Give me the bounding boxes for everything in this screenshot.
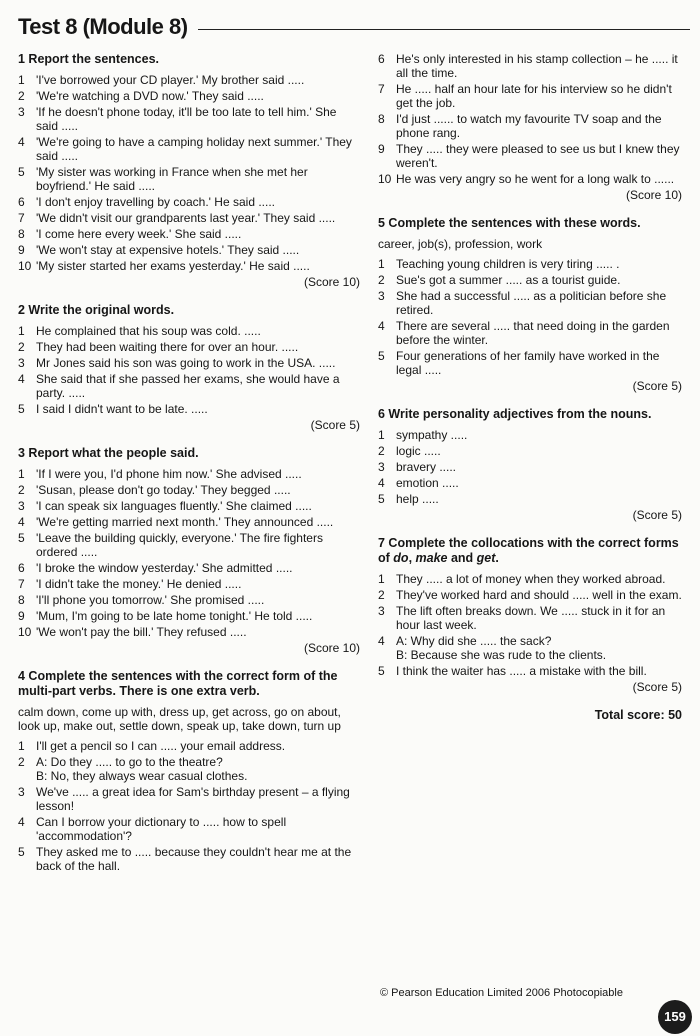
exercise-item bbox=[378, 172, 682, 186]
exercise-item bbox=[378, 82, 682, 110]
item-number: 1 bbox=[18, 324, 25, 338]
item-text: 'I'll phone you tomorrow.' She promised ..... bbox=[36, 593, 265, 607]
exercise-item bbox=[18, 739, 360, 753]
item-number: 3 bbox=[378, 604, 385, 618]
exercise-item bbox=[378, 476, 682, 490]
item-text: 'We're going to have a camping holiday next summer.' They said ..... bbox=[36, 135, 352, 163]
item-number: 5 bbox=[378, 349, 385, 363]
item-number: 5 bbox=[18, 402, 25, 416]
item-number: 2 bbox=[378, 444, 385, 458]
exercise-section-1 bbox=[18, 303, 360, 432]
heading-text: and bbox=[447, 551, 477, 565]
exercise-item bbox=[18, 105, 360, 133]
item-number: 5 bbox=[18, 845, 25, 859]
section-score: (Score 5) bbox=[632, 379, 682, 393]
item-text: 'If I were you, I'd phone him now.' She advised ..... bbox=[36, 467, 302, 481]
item-number: 5 bbox=[18, 531, 25, 545]
item-text: 'We won't pay the bill.' They refused ..... bbox=[36, 625, 247, 639]
item-number: 1 bbox=[378, 572, 385, 586]
item-text: 'I broke the window yesterday.' She admitted ..... bbox=[36, 561, 293, 575]
section-score: (Score 5) bbox=[310, 418, 360, 432]
item-number: 4 bbox=[378, 634, 385, 648]
item-number: 2 bbox=[18, 89, 25, 103]
exercise-section-2 bbox=[18, 446, 360, 655]
exercise-item bbox=[18, 577, 360, 591]
item-text: 'Susan, please don't go today.' They begged ..... bbox=[36, 483, 291, 497]
exercise-item bbox=[18, 340, 360, 354]
exercise-item bbox=[18, 815, 360, 843]
item-text: 'I didn't take the money.' He denied ..... bbox=[36, 577, 242, 591]
section-score: (Score 10) bbox=[303, 275, 360, 289]
item-text: I'll get a pencil so I can ..... your email address. bbox=[36, 739, 286, 753]
page-header bbox=[18, 12, 690, 42]
item-text: A: Why did she ..... the sack? B: Because she was rude to the clients. bbox=[396, 634, 607, 662]
item-text: They've worked hard and should ..... well in the exam. bbox=[396, 588, 682, 602]
item-text: sympathy ..... bbox=[396, 428, 468, 442]
exercise-item bbox=[18, 499, 360, 513]
exercise-item bbox=[18, 785, 360, 813]
item-number: 4 bbox=[18, 515, 25, 529]
item-text: bravery ..... bbox=[396, 460, 457, 474]
item-number: 1 bbox=[18, 739, 25, 753]
item-text: 'We didn't visit our grandparents last year.' They said ..... bbox=[36, 211, 336, 225]
section-score: (Score 10) bbox=[625, 188, 682, 202]
exercise-item bbox=[18, 195, 360, 209]
section-score: (Score 10) bbox=[303, 641, 360, 655]
item-number: 10 bbox=[378, 172, 392, 186]
item-text: emotion ..... bbox=[396, 476, 459, 490]
exercise-item bbox=[378, 289, 682, 317]
item-text: The lift often breaks down. We ..... stuck in it for an hour last week. bbox=[396, 604, 666, 632]
exercise-item bbox=[18, 531, 360, 559]
exercise-heading: 2 Write the original words. bbox=[18, 303, 175, 317]
item-number: 7 bbox=[18, 577, 25, 591]
exercise-item bbox=[378, 112, 682, 140]
item-text: 'I've borrowed your CD player.' My brother said ..... bbox=[36, 73, 305, 87]
item-text: Mr Jones said his son was going to work in the USA. ..... bbox=[36, 356, 336, 370]
item-number: 3 bbox=[18, 105, 25, 119]
item-number: 6 bbox=[378, 52, 385, 66]
item-number: 4 bbox=[18, 815, 25, 829]
item-text: A: Do they ..... to go to the theatre? B: No, they always wear casual clothes. bbox=[36, 755, 248, 783]
exercise-heading: 4 Complete the sentences with the correct form of the multi-part verbs. There is one extra verb. bbox=[18, 669, 338, 698]
word-box: calm down, come up with, dress up, get across, go on about, look up, make out, settle down, speak up, take down, turn up bbox=[18, 705, 341, 733]
item-text: 'We're getting married next month.' They announced ..... bbox=[36, 515, 334, 529]
exercise-heading: 3 Report what the people said. bbox=[18, 446, 199, 460]
item-number: 5 bbox=[378, 664, 385, 678]
exercise-item bbox=[378, 444, 682, 458]
heading-text: 7 Complete the collocations with the correct forms of bbox=[378, 536, 679, 565]
exercise-item bbox=[18, 845, 360, 873]
item-text: We've ..... a great idea for Sam's birthday present – a flying lesson! bbox=[36, 785, 350, 813]
exercise-item bbox=[378, 319, 682, 347]
item-number: 10 bbox=[18, 625, 32, 639]
item-text: help ..... bbox=[396, 492, 439, 506]
item-number: 6 bbox=[18, 561, 25, 575]
item-text: I think the waiter has ..... a mistake with the bill. bbox=[396, 664, 647, 678]
item-text: He was very angry so he went for a long walk to ...... bbox=[396, 172, 675, 186]
item-text: She had a successful ..... as a politician before she retired. bbox=[396, 289, 667, 317]
item-number: 7 bbox=[18, 211, 25, 225]
item-text: There are several ..... that need doing in the garden before the winter. bbox=[396, 319, 670, 347]
exercise-item bbox=[18, 243, 360, 257]
exercise-heading bbox=[378, 536, 682, 566]
item-number: 8 bbox=[18, 593, 25, 607]
exercise-item bbox=[378, 142, 682, 170]
section-score: (Score 5) bbox=[632, 508, 682, 522]
item-text: 'Mum, I'm going to be late home tonight.' He told ..... bbox=[36, 609, 313, 623]
exercise-item bbox=[18, 165, 360, 193]
exercise-item bbox=[378, 273, 682, 287]
item-text: I said I didn't want to be late. ..... bbox=[36, 402, 208, 416]
item-number: 3 bbox=[378, 460, 385, 474]
exercise-item bbox=[378, 588, 682, 602]
item-text: Can I borrow your dictionary to ..... how to spell 'accommodation'? bbox=[36, 815, 287, 843]
item-number: 1 bbox=[18, 467, 25, 481]
item-number: 9 bbox=[18, 609, 25, 623]
heading-word-get: get bbox=[476, 551, 496, 565]
exercise-item bbox=[18, 227, 360, 241]
item-number: 6 bbox=[18, 195, 25, 209]
item-text: 'My sister started her exams yesterday.' He said ..... bbox=[36, 259, 310, 273]
item-number: 2 bbox=[18, 755, 25, 769]
exercise-item bbox=[18, 73, 360, 87]
exercise-item bbox=[378, 349, 682, 377]
item-text: Sue's got a summer ..... as a tourist guide. bbox=[396, 273, 621, 287]
item-text: Four generations of her family have worked in the legal ..... bbox=[396, 349, 660, 377]
heading-text: . bbox=[495, 551, 499, 565]
exercise-section-0 bbox=[378, 52, 682, 202]
exercise-item bbox=[378, 52, 682, 80]
item-text: 'I don't enjoy travelling by coach.' He said ..... bbox=[36, 195, 275, 209]
item-number: 10 bbox=[18, 259, 32, 273]
item-text: They ..... a lot of money when they worked abroad. bbox=[396, 572, 666, 586]
item-number: 2 bbox=[378, 273, 385, 287]
page-number: 159 bbox=[658, 1000, 692, 1034]
item-text: 'If he doesn't phone today, it'll be too late to tell him.' She said ..... bbox=[36, 105, 337, 133]
left-column bbox=[18, 52, 360, 887]
item-number: 2 bbox=[18, 340, 25, 354]
exercise-item bbox=[378, 664, 682, 678]
item-number: 3 bbox=[18, 499, 25, 513]
exercise-item bbox=[18, 372, 360, 400]
exercise-section-1 bbox=[378, 216, 682, 393]
section-score: (Score 5) bbox=[632, 680, 682, 694]
exercise-item bbox=[18, 625, 360, 639]
item-number: 1 bbox=[18, 73, 25, 87]
item-text: logic ..... bbox=[396, 444, 441, 458]
item-text: Teaching young children is very tiring ..... . bbox=[396, 257, 620, 271]
item-number: 3 bbox=[18, 785, 25, 799]
exercise-heading: 5 Complete the sentences with these words. bbox=[378, 216, 641, 230]
exercise-item bbox=[18, 483, 360, 497]
heading-word-make: make bbox=[415, 551, 448, 565]
item-number: 9 bbox=[18, 243, 25, 257]
item-number: 4 bbox=[378, 476, 385, 490]
item-number: 3 bbox=[378, 289, 385, 303]
item-number: 8 bbox=[18, 227, 25, 241]
exercise-item bbox=[18, 135, 360, 163]
exercise-item bbox=[378, 634, 682, 662]
exercise-item bbox=[18, 515, 360, 529]
exercise-item bbox=[18, 467, 360, 481]
exercise-item bbox=[378, 604, 682, 632]
item-number: 4 bbox=[18, 372, 25, 386]
exercise-item bbox=[18, 561, 360, 575]
exercise-item bbox=[18, 609, 360, 623]
item-text: He complained that his soup was cold. ..... bbox=[36, 324, 261, 338]
item-number: 2 bbox=[18, 483, 25, 497]
item-text: 'I come here every week.' She said ..... bbox=[36, 227, 242, 241]
item-text: She said that if she passed her exams, she would have a party. ..... bbox=[36, 372, 340, 400]
item-text: He's only interested in his stamp collection – he ..... it all the time. bbox=[396, 52, 678, 80]
right-column bbox=[378, 52, 682, 722]
exercise-item bbox=[18, 356, 360, 370]
title-rule bbox=[198, 29, 690, 30]
item-number: 1 bbox=[378, 428, 385, 442]
exercise-section-3 bbox=[378, 536, 682, 694]
test-title: Test 8 (Module 8) bbox=[18, 14, 188, 39]
exercise-section-0 bbox=[18, 52, 360, 289]
exercise-section-2 bbox=[378, 407, 682, 522]
item-text: 'My sister was working in France when she met her boyfriend.' He said ..... bbox=[36, 165, 308, 193]
item-number: 7 bbox=[378, 82, 385, 96]
item-number: 4 bbox=[378, 319, 385, 333]
item-text: 'We're watching a DVD now.' They said ..... bbox=[36, 89, 264, 103]
exercise-item bbox=[18, 593, 360, 607]
item-number: 1 bbox=[378, 257, 385, 271]
exercise-item bbox=[378, 572, 682, 586]
exercise-heading: 6 Write personality adjectives from the nouns. bbox=[378, 407, 652, 421]
exercise-item bbox=[18, 324, 360, 338]
copyright-footer: © Pearson Education Limited 2006 Photocopiable bbox=[380, 987, 623, 999]
item-text: He ..... half an hour late for his interview so he didn't get the job. bbox=[396, 82, 672, 110]
item-number: 3 bbox=[18, 356, 25, 370]
item-number: 8 bbox=[378, 112, 385, 126]
exercise-item bbox=[18, 402, 360, 416]
exercise-item bbox=[18, 259, 360, 273]
item-text: 'Leave the building quickly, everyone.' The fire fighters ordered ..... bbox=[36, 531, 323, 559]
exercise-item bbox=[378, 460, 682, 474]
item-text: They ..... they were pleased to see us but I knew they weren't. bbox=[396, 142, 680, 170]
item-number: 5 bbox=[378, 492, 385, 506]
item-text: They had been waiting there for over an hour. ..... bbox=[36, 340, 299, 354]
exercise-item bbox=[378, 492, 682, 506]
exercise-section-3 bbox=[18, 669, 360, 873]
exercise-item bbox=[18, 755, 360, 783]
total-score: Total score: 50 bbox=[594, 708, 682, 722]
right-column-sections bbox=[378, 52, 682, 694]
exercise-item bbox=[378, 428, 682, 442]
exercise-item bbox=[378, 257, 682, 271]
item-text: They asked me to ..... because they couldn't hear me at the back of the hall. bbox=[36, 845, 352, 873]
item-number: 4 bbox=[18, 135, 25, 149]
item-text: 'We won't stay at expensive hotels.' They said ..... bbox=[36, 243, 300, 257]
exercise-item bbox=[18, 211, 360, 225]
heading-word-do: do bbox=[393, 551, 409, 565]
heading-text: , bbox=[408, 551, 416, 565]
exercise-heading: 1 Report the sentences. bbox=[18, 52, 160, 66]
exercise-item bbox=[18, 89, 360, 103]
item-number: 5 bbox=[18, 165, 25, 179]
item-text: 'I can speak six languages fluently.' She claimed ..... bbox=[36, 499, 312, 513]
word-box: career, job(s), profession, work bbox=[378, 237, 543, 251]
item-number: 9 bbox=[378, 142, 385, 156]
item-number: 2 bbox=[378, 588, 385, 602]
item-text: I'd just ...... to watch my favourite TV soap and the phone rang. bbox=[396, 112, 662, 140]
